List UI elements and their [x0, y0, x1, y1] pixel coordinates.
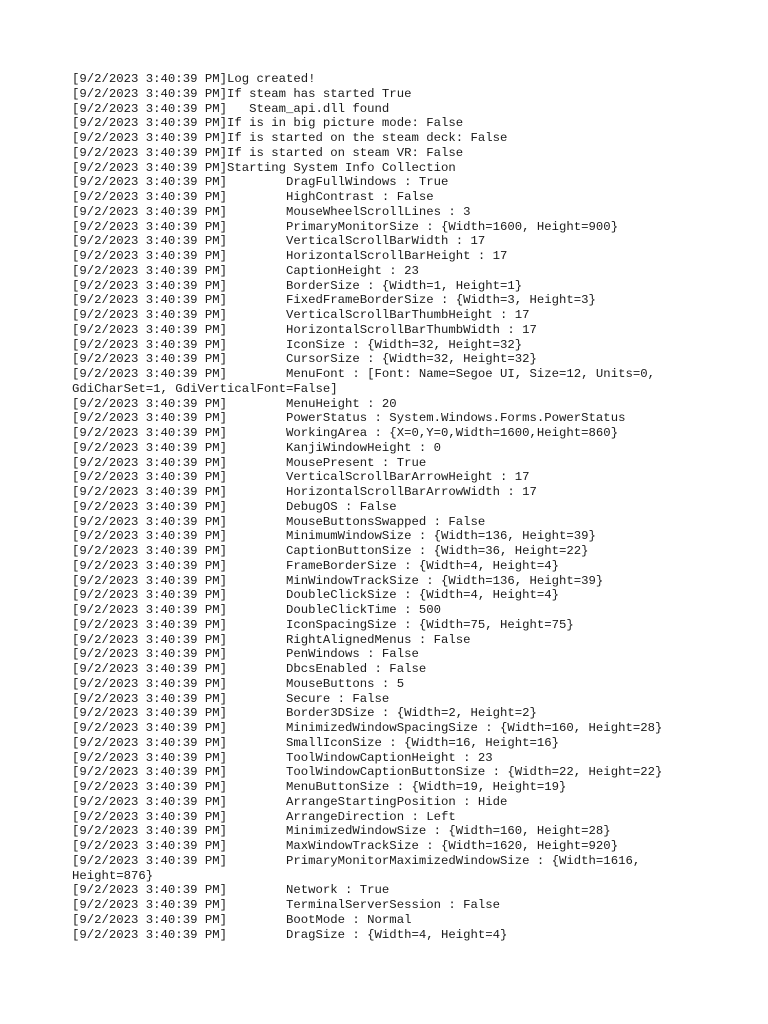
log-line: [9/2/2023 3:40:39 PM] SmallIconSize : {Width=16, Height=16} [72, 735, 560, 750]
log-line: [9/2/2023 3:40:39 PM] ArrangeStartingPosition : Hide [72, 794, 508, 809]
log-line: [9/2/2023 3:40:39 PM] MousePresent : True [72, 455, 427, 470]
log-line: [9/2/2023 3:40:39 PM]Starting System Info Collection [72, 160, 456, 175]
log-line: [9/2/2023 3:40:39 PM] VerticalScrollBarArrowHeight : 17 [72, 470, 530, 485]
log-line: [9/2/2023 3:40:39 PM] DebugOS : False [72, 499, 397, 514]
log-line: [9/2/2023 3:40:39 PM] DragSize : {Width=4, Height=4} [72, 927, 508, 942]
log-line: [9/2/2023 3:40:39 PM] HighContrast : False [72, 190, 434, 204]
log-line: [9/2/2023 3:40:39 PM] MouseButtons : 5 [72, 676, 405, 691]
log-line: [9/2/2023 3:40:39 PM] KanjiWindowHeight : 0 [72, 440, 441, 455]
log-line: [9/2/2023 3:40:39 PM] PrimaryMonitorSize : {Width=1600, Height=900} [72, 219, 619, 234]
log-line: [9/2/2023 3:40:39 PM] CursorSize : {Width=32, Height=32} [72, 352, 537, 367]
log-line: [9/2/2023 3:40:39 PM] WorkingArea : {X=0,Y=0,Width=1600,Height=860} [72, 426, 619, 440]
log-line: [9/2/2023 3:40:39 PM] HorizontalScrollBarThumbWidth : 17 [72, 322, 537, 337]
log-line: [9/2/2023 3:40:39 PM]If steam has started True [72, 86, 412, 101]
log-line: [9/2/2023 3:40:39 PM] IconSize : {Width=32, Height=32} [72, 337, 523, 352]
log-line: [9/2/2023 3:40:39 PM] IconSpacingSize : {Width=75, Height=75} [72, 617, 574, 632]
log-line: [9/2/2023 3:40:39 PM] MouseWheelScrollLines : 3 [72, 204, 471, 219]
log-line: [9/2/2023 3:40:39 PM] TerminalServerSession : False [72, 898, 501, 912]
log-line: [9/2/2023 3:40:39 PM] PenWindows : False [72, 647, 419, 662]
log-line: [9/2/2023 3:40:39 PM] BorderSize : {Width=1, Height=1} [72, 278, 523, 293]
log-line: [9/2/2023 3:40:39 PM] MenuButtonSize : {Width=19, Height=19} [72, 780, 567, 794]
log-line: [9/2/2023 3:40:39 PM] MenuHeight : 20 [72, 396, 397, 411]
log-line: [9/2/2023 3:40:39 PM] DragFullWindows : True [72, 175, 449, 190]
log-line: [9/2/2023 3:40:39 PM] BootMode : Normal [72, 912, 412, 927]
log-line: [9/2/2023 3:40:39 PM] CaptionHeight : 23 [72, 263, 419, 278]
log-line: [9/2/2023 3:40:39 PM] Border3DSize : {Width=2, Height=2} [72, 706, 537, 721]
log-line: [9/2/2023 3:40:39 PM]If is started on the steam deck: False [72, 131, 508, 145]
log-line: [9/2/2023 3:40:39 PM] Network : True [72, 883, 390, 898]
log-line: [9/2/2023 3:40:39 PM] ArrangeDirection : Left [72, 809, 456, 824]
log-line: [9/2/2023 3:40:39 PM] ToolWindowCaptionHeight : 23 [72, 750, 493, 765]
log-line: [9/2/2023 3:40:39 PM] VerticalScrollBarWidth : 17 [72, 234, 486, 249]
log-line: [9/2/2023 3:40:39 PM] ToolWindowCaptionButtonSize : {Width=22, Height=22} [72, 765, 663, 780]
log-line: [9/2/2023 3:40:39 PM] MinimumWindowSize : {Width=136, Height=39} [72, 529, 596, 544]
log-line: [9/2/2023 3:40:39 PM] MinimizedWindowSize : {Width=160, Height=28} [72, 824, 611, 839]
log-line: [9/2/2023 3:40:39 PM] HorizontalScrollBarArrowWidth : 17 [72, 485, 537, 499]
log-line: [9/2/2023 3:40:39 PM]Log created! [72, 72, 316, 86]
log-line: [9/2/2023 3:40:39 PM]If is in big picture mode: False [72, 116, 464, 131]
log-line: [9/2/2023 3:40:39 PM] PrimaryMonitorMaximizedWindowSize : {Width=1616, Height=876} [72, 853, 641, 883]
log-line: [9/2/2023 3:40:39 PM] DoubleClickTime : 500 [72, 603, 441, 617]
log-line: [9/2/2023 3:40:39 PM] FixedFrameBorderSize : {Width=3, Height=3} [72, 293, 596, 308]
log-document [72, 72, 712, 942]
log-line: [9/2/2023 3:40:39 PM] DbcsEnabled : False [72, 662, 427, 676]
log-line: [9/2/2023 3:40:39 PM] MinimizedWindowSpacingSize : {Width=160, Height=28} [72, 721, 663, 735]
log-line: [9/2/2023 3:40:39 PM] CaptionButtonSize : {Width=36, Height=22} [72, 544, 589, 558]
log-line: [9/2/2023 3:40:39 PM] Secure : False [72, 691, 390, 706]
log-line: [9/2/2023 3:40:39 PM] DoubleClickSize : {Width=4, Height=4} [72, 588, 560, 603]
log-line: [9/2/2023 3:40:39 PM] MinWindowTrackSize : {Width=136, Height=39} [72, 573, 604, 588]
log-line: [9/2/2023 3:40:39 PM] VerticalScrollBarThumbHeight : 17 [72, 308, 530, 322]
log-line: [9/2/2023 3:40:39 PM] FrameBorderSize : {Width=4, Height=4} [72, 558, 560, 573]
log-line: [9/2/2023 3:40:39 PM]If is started on steam VR: False [72, 145, 464, 160]
log-line: [9/2/2023 3:40:39 PM] HorizontalScrollBarHeight : 17 [72, 249, 508, 263]
log-line: [9/2/2023 3:40:39 PM] MenuFont : [Font: Name=Segoe UI, Size=12, Units=0, GdiCharSet=1, GdiVerticalFont=False] [72, 367, 655, 396]
log-line: [9/2/2023 3:40:39 PM] MaxWindowTrackSize : {Width=1620, Height=920} [72, 839, 619, 853]
log-line: [9/2/2023 3:40:39 PM] MouseButtonsSwapped : False [72, 514, 486, 529]
log-line: [9/2/2023 3:40:39 PM] Steam_api.dll found [72, 101, 390, 116]
log-line: [9/2/2023 3:40:39 PM] PowerStatus : System.Windows.Forms.PowerStatus [72, 411, 626, 426]
log-line: [9/2/2023 3:40:39 PM] RightAlignedMenus : False [72, 632, 471, 647]
